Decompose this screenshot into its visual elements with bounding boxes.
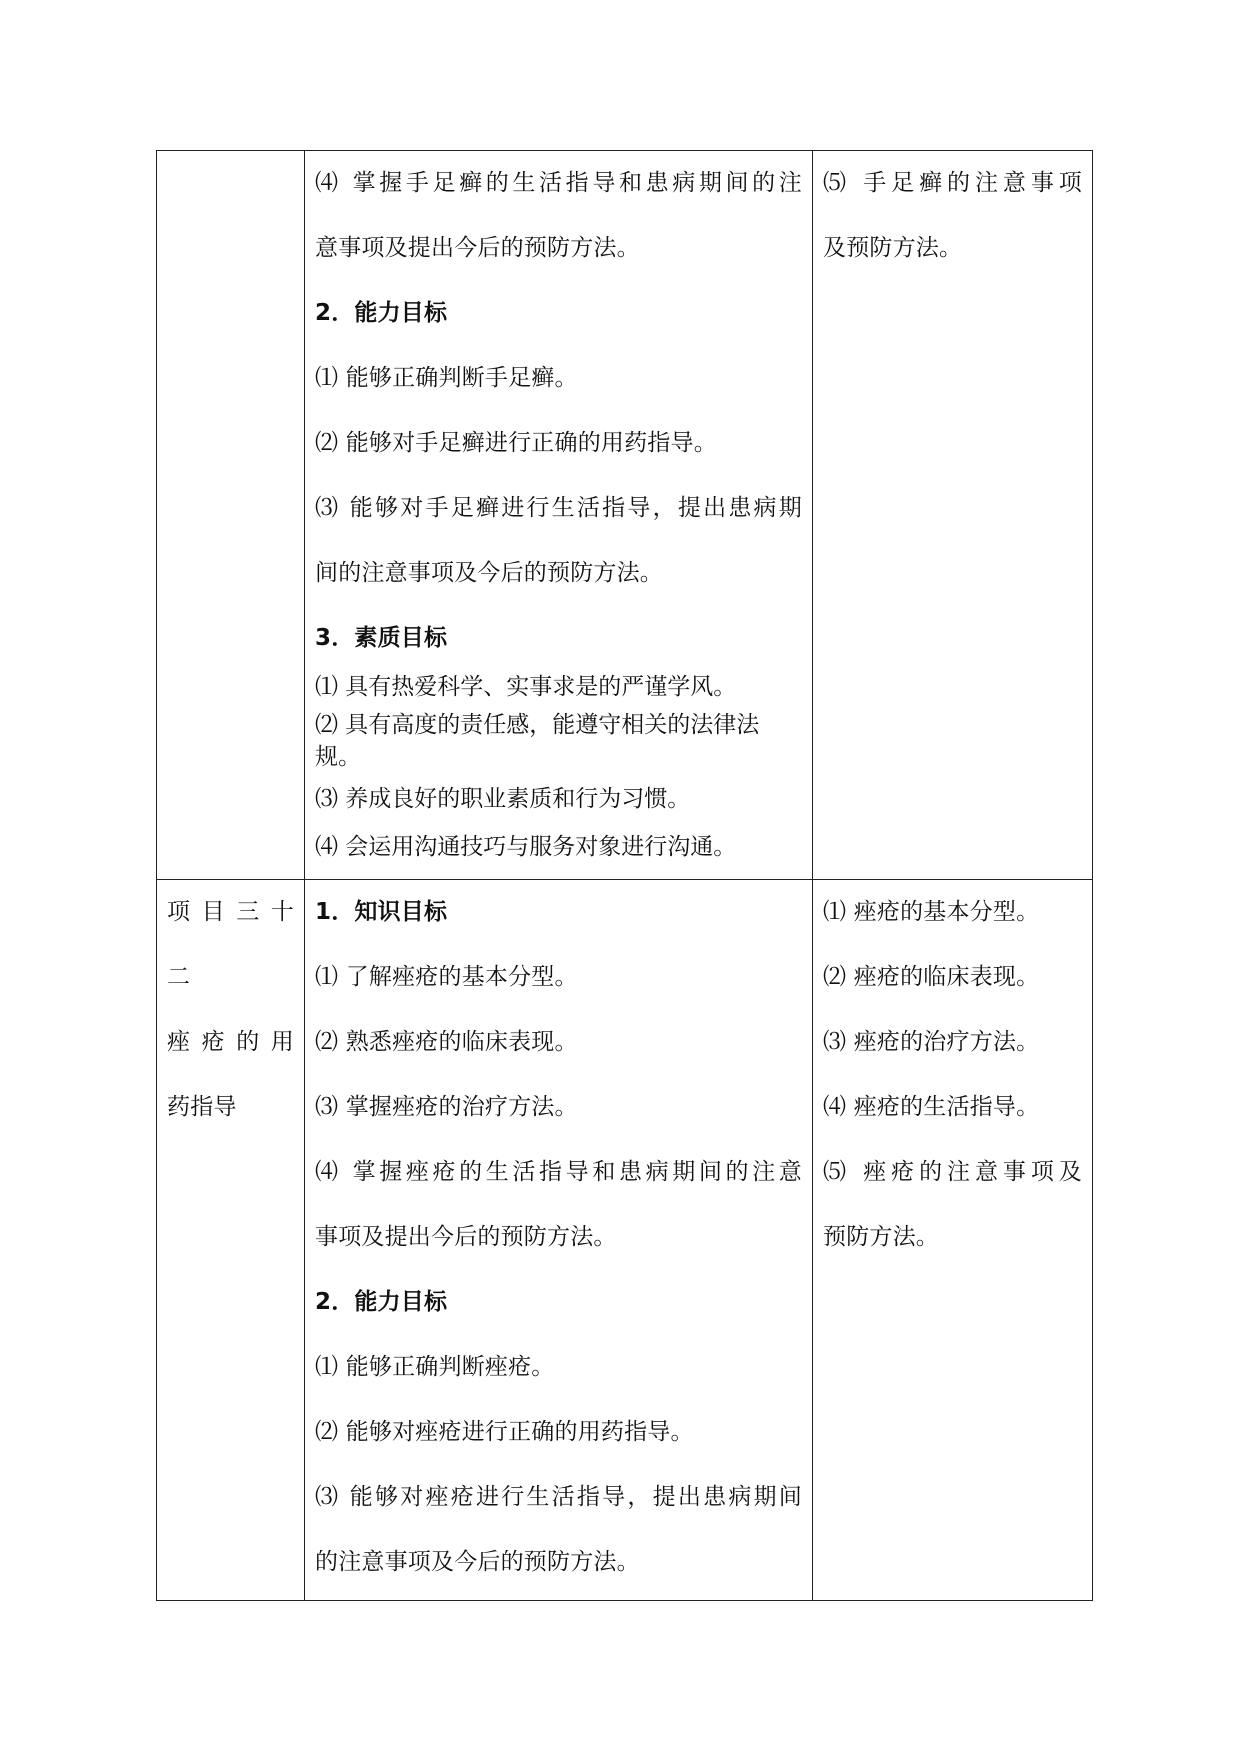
objective-line: ⑶ 能够对痤疮进行生活指导，提出患病期间 (315, 1484, 802, 1510)
project-title-line: 二 (167, 964, 191, 990)
content-line: 预防方法。 (823, 1224, 939, 1250)
content-line: ⑶ 痤疮的治疗方法。 (823, 1029, 1040, 1055)
objective-line: ⑵ 能够对痤疮进行正确的用药指导。 (315, 1419, 694, 1445)
table-row (157, 880, 1093, 1601)
content-cell (813, 151, 1093, 880)
objective-line: 事项及提出今后的预防方法。 (315, 1224, 617, 1250)
curriculum-table (156, 150, 1093, 1601)
objectives-cell (305, 151, 813, 880)
section-heading: 2．能力目标 (315, 300, 448, 326)
content-line: ⑷ 痤疮的生活指导。 (823, 1094, 1040, 1120)
objective-line: ⑴ 能够正确判断手足癣。 (315, 365, 578, 391)
content-line: ⑴ 痤疮的基本分型。 (823, 899, 1040, 925)
objective-line: ⑴ 能够正确判断痤疮。 (315, 1354, 555, 1380)
objective-line: ⑵ 具有高度的责任感，能遵守相关的法律法 (315, 712, 760, 738)
project-title-line: 项 目 三 十 (167, 899, 294, 925)
objective-line: 意事项及提出今后的预防方法。 (315, 235, 640, 261)
content-line: 及预防方法。 (823, 235, 963, 261)
objective-line: 的注意事项及今后的预防方法。 (315, 1549, 640, 1575)
project-title-line: 药指导 (167, 1094, 237, 1120)
content-line: ⑸ 痤疮的注意事项及 (823, 1159, 1082, 1185)
content-cell (813, 880, 1093, 1601)
objective-line: ⑶ 养成良好的职业素质和行为习惯。 (315, 786, 691, 812)
project-cell (157, 151, 305, 880)
objective-line: 规。 (315, 744, 361, 770)
section-heading: 1．知识目标 (315, 899, 448, 925)
objective-line: ⑴ 了解痤疮的基本分型。 (315, 964, 578, 990)
objective-line: ⑵ 能够对手足癣进行正确的用药指导。 (315, 430, 717, 456)
objective-line: 间的注意事项及今后的预防方法。 (315, 560, 663, 586)
objective-line: ⑴ 具有热爱科学、实事求是的严谨学风。 (315, 674, 737, 700)
table-row (157, 151, 1093, 880)
section-heading: 2．能力目标 (315, 1289, 448, 1315)
section-heading: 3．素质目标 (315, 625, 448, 651)
objective-line: ⑷ 掌握手足癣的生活指导和患病期间的注 (315, 170, 802, 196)
content-line: ⑸ 手足癣的注意事项 (823, 170, 1082, 196)
project-title-line: 痤 疮 的 用 (167, 1029, 294, 1055)
objective-line: ⑶ 能够对手足癣进行生活指导，提出患病期 (315, 495, 802, 521)
project-cell (157, 880, 305, 1601)
content-line: ⑵ 痤疮的临床表现。 (823, 964, 1040, 990)
objectives-cell (305, 880, 813, 1601)
objective-line: ⑷ 会运用沟通技巧与服务对象进行沟通。 (315, 834, 737, 860)
objective-line: ⑷ 掌握痤疮的生活指导和患病期间的注意 (315, 1159, 802, 1185)
objective-line: ⑶ 掌握痤疮的治疗方法。 (315, 1094, 578, 1120)
objective-line: ⑵ 熟悉痤疮的临床表现。 (315, 1029, 578, 1055)
